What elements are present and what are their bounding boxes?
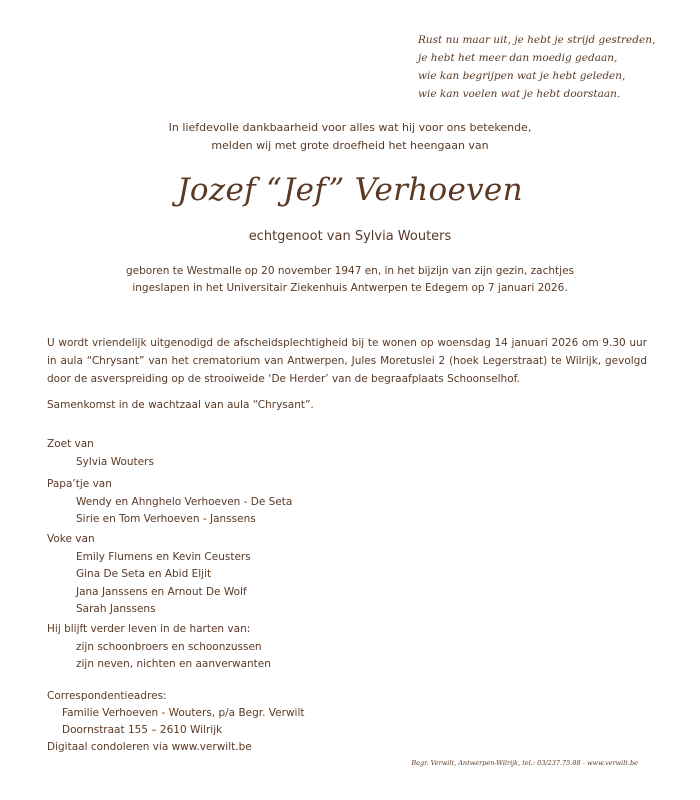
relation-item: Emily Flumens en Kevin Ceusters	[76, 550, 251, 563]
relation-group-children	[47, 476, 292, 529]
relation-heading: Zoet van	[47, 438, 94, 450]
poem-line: wie kan voelen wat je hebt doorstaan.	[418, 88, 621, 100]
correspondence-heading: Correspondentieadres:	[47, 690, 167, 702]
spouse-line: echtgenoot van Sylvia Wouters	[248, 229, 452, 244]
intro-text	[0, 119, 700, 155]
relation-item: Sirie en Tom Verhoeven - Janssens	[76, 513, 256, 525]
relation-group-extended	[47, 621, 271, 674]
relation-heading: Papa’tje van	[47, 478, 112, 490]
death-line: ingeslapen in het Universitair Ziekenhuis Antwerpen te Edegem op 7 januari 2026.	[132, 282, 568, 294]
relation-group-grandchildren	[47, 531, 251, 619]
relation-heading: Voke van	[47, 533, 95, 545]
online-condolence: Digitaal condoleren via www.verwilt.be	[47, 741, 252, 753]
relation-item: zijn neven, nichten en aanverwanten	[76, 658, 271, 670]
birth-line: geboren te Westmalle op 20 november 1947 en, in het bijzijn van zijn gezin, zachtjes	[125, 265, 575, 277]
ceremony-invitation: U wordt vriendelijk uitgenodigd de afscheidsplechtigheid bij te wonen op woensdag 14 januari 2026 om 9.30 uur in aula “Chrysant” van het crematorium van Antwerpen, Jules Moretuslei 2 (hoek Legerstraat) te Wilrijk, gevolgd door de asverspreiding op de strooiweide ‘De Herder’ van de begraafplaats Schoonselhof.	[47, 337, 647, 385]
relation-item: Jana Janssens en Arnout De Wolf	[76, 585, 247, 598]
funeral-home-footer: Begr. Verwilt, Antwerpen-Wilrijk, tel.: 03/237.75.88 - www.verwilt.be	[411, 759, 638, 767]
relation-item: Gina De Seta en Abid Eljit	[76, 568, 212, 580]
relation-item: zijn schoonbroers en schoonzussen	[76, 640, 262, 653]
relation-item: Sylvia Wouters	[76, 455, 154, 468]
relation-item: Sarah Janssens	[76, 603, 156, 615]
intro-line: In liefdevolle dankbaarheid voor alles wat hij voor ons betekende,	[168, 121, 532, 134]
poem	[418, 31, 655, 103]
birth-death-info	[0, 263, 700, 297]
intro-line: melden wij met grote droefheid het heengaan van	[211, 139, 489, 152]
relation-item: Wendy en Ahnghelo Verhoeven - De Seta	[76, 495, 293, 508]
address-line: Familie Verhoeven - Wouters, p/a Begr. Verwilt	[62, 707, 305, 719]
relation-group-partner	[47, 436, 154, 471]
correspondence-address	[47, 688, 304, 739]
poem-line: Rust nu maar uit, je hebt je strijd gestreden,	[418, 34, 656, 46]
relation-heading: Hij blijft verder leven in de harten van:	[47, 623, 251, 635]
gathering-note: Samenkomst in de wachtzaal van aula “Chrysant”.	[47, 399, 314, 411]
poem-line: wie kan begrijpen wat je hebt geleden,	[418, 70, 626, 82]
deceased-name: Jozef “Jef” Verhoeven	[177, 172, 523, 208]
address-line: Doornstraat 155 – 2610 Wilrijk	[62, 724, 223, 736]
poem-line: je hebt het meer dan moedig gedaan,	[418, 52, 618, 64]
